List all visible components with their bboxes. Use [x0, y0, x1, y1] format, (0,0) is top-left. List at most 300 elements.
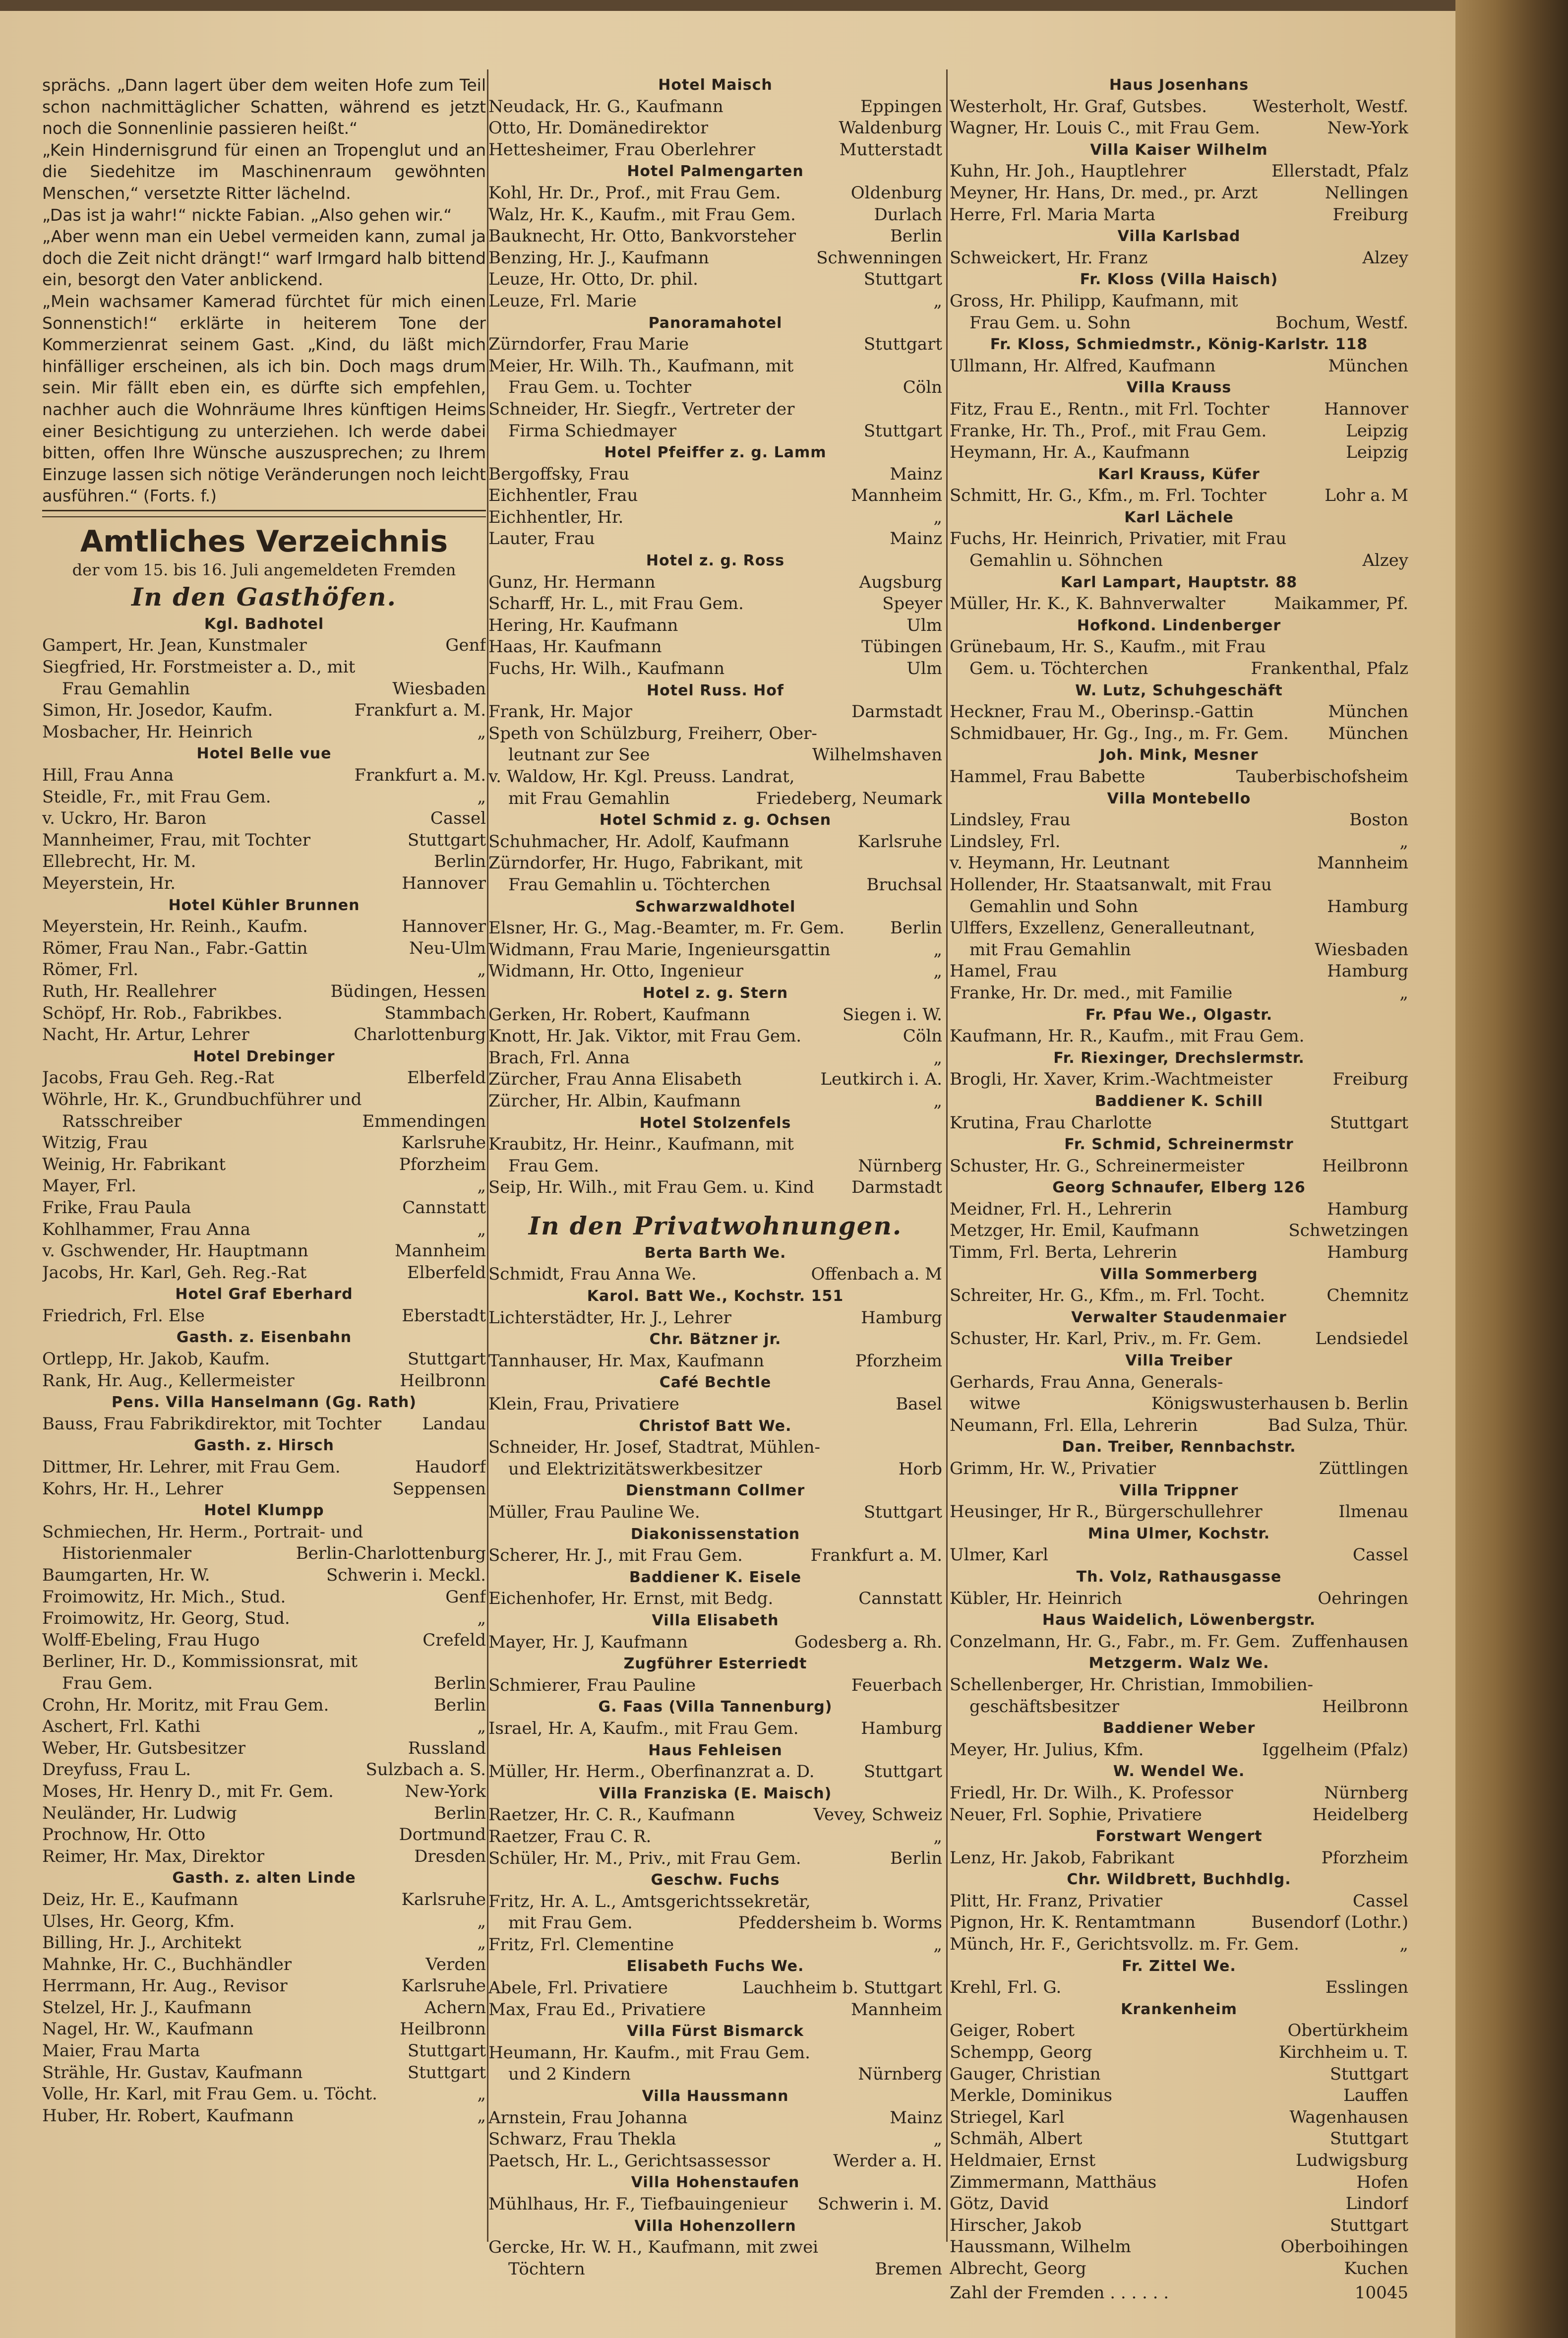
guest-entry — [488, 528, 942, 550]
guest-origin: München — [1328, 356, 1408, 376]
guest-entry — [488, 1394, 942, 1415]
guest-entry — [488, 961, 942, 983]
guest-name: Römer, Frau Nan., Fabr.-Gattin — [42, 938, 308, 958]
guest-origin: Heidelberg — [1312, 1804, 1408, 1825]
guest-origin: Busendorf (Lothr.) — [1251, 1912, 1408, 1933]
guest-origin: Chemnitz — [1327, 1286, 1408, 1306]
guest-name: geschäftsbesitzer — [969, 1696, 1120, 1717]
lodging-heading: Schwarzwaldhotel — [635, 898, 796, 916]
guest-name: Schüler, Hr. M., Priv., mit Frau Gem. — [488, 1848, 801, 1868]
guest-entry — [488, 2064, 942, 2086]
guest-line: Zürndorfer, Hr. Hugo, Fabrikant, mit — [488, 853, 803, 873]
guest-name: Franke, Hr. Dr. med., mit Familie — [950, 983, 1233, 1003]
guest-name: Grünebaum, Hr. S., Kaufm., mit Frau — [950, 637, 1266, 657]
column-3 — [950, 74, 1408, 2304]
column-2 — [488, 74, 942, 2280]
lodging-heading: Krankenheim — [1121, 2000, 1237, 2018]
guest-entry — [488, 788, 942, 810]
guest-name: v. Uckro, Hr. Baron — [42, 808, 207, 829]
lodging-heading: Villa Krauss — [1126, 379, 1232, 397]
guest-entry — [488, 2259, 942, 2280]
guest-entry — [950, 831, 1408, 853]
guest-origin: Hamburg — [861, 1718, 942, 1738]
guest-entry — [42, 1997, 486, 2019]
guest-entry — [488, 658, 942, 680]
guest-entry — [42, 1565, 486, 1587]
guest-entry — [42, 830, 486, 852]
guest-total-value: 10045 — [1354, 2282, 1408, 2303]
guest-origin: Berlin — [433, 1673, 486, 1693]
lodging-heading: Hotel Schmid z. g. Ochsen — [599, 811, 832, 829]
guest-name: Ortlepp, Hr. Jakob, Kaufm. — [42, 1349, 270, 1369]
guest-origin: Dresden — [414, 1846, 486, 1866]
guest-origin: Charlottenburg — [354, 1025, 486, 1045]
guest-origin: Alzey — [1362, 551, 1408, 571]
guest-origin: Cassel — [1352, 1545, 1408, 1565]
guest-entry — [488, 1804, 942, 1826]
guest-entry — [950, 312, 1408, 334]
guest-origin: Pforzheim — [855, 1351, 942, 1371]
lodging-heading: Metzgerm. Walz We. — [1088, 1655, 1269, 1672]
guest-name: Volle, Hr. Karl, mit Frau Gem. u. Töcht. — [42, 2084, 377, 2104]
lodging-heading: Hotel Drebinger — [193, 1047, 335, 1065]
guest-entry — [42, 2105, 486, 2127]
lodging-heading: Villa Haussmann — [642, 2088, 789, 2105]
guest-name: Widmann, Hr. Otto, Ingenieur — [488, 961, 744, 982]
guest-list-col1 — [42, 614, 486, 2127]
guest-entry — [950, 636, 1408, 658]
guest-origin: Karlsruhe — [401, 1976, 486, 1996]
guest-entry — [42, 1262, 486, 1284]
guest-origin: Berlin — [890, 1848, 942, 1868]
guest-entry — [950, 183, 1408, 204]
guest-entry — [950, 983, 1408, 1004]
guest-origin: Hamburg — [1327, 961, 1408, 982]
lodging-heading: Hotel Russ. Hof — [647, 681, 784, 699]
guest-entry — [42, 1846, 486, 1868]
guest-origin: Wilhelmshaven — [812, 745, 942, 765]
guest-name: Brogli, Hr. Xaver, Krim.-Wachtmeister — [950, 1069, 1273, 1090]
guest-entry — [950, 1934, 1408, 1956]
guest-entry — [42, 1024, 486, 1046]
guest-name: Frike, Frau Paula — [42, 1197, 191, 1218]
guest-origin: Schwetzingen — [1288, 1221, 1408, 1241]
column-1 — [42, 74, 486, 2127]
guest-line: Wöhrle, Hr. K., Grundbuchführer und — [42, 1089, 362, 1109]
guest-name: Frau Gem. — [508, 1156, 600, 1176]
guest-origin: Berlin — [433, 852, 486, 872]
guest-origin: Feuerbach — [851, 1675, 942, 1695]
guest-origin: „ — [933, 1047, 942, 1068]
guest-entry — [950, 2172, 1408, 2194]
guest-name: Neuländer, Hr. Ludwig — [42, 1803, 237, 1823]
guest-name: Merkle, Dominikus — [950, 2086, 1112, 2106]
guest-name: Mühlhaus, Hr. F., Tiefbauingenieur — [488, 2194, 788, 2214]
guest-origin: Stuttgart — [407, 2041, 486, 2061]
guest-name: Hirscher, Jakob — [950, 2215, 1082, 2235]
guest-origin: Esslingen — [1325, 1977, 1408, 1998]
guest-origin: Bruchsal — [866, 874, 942, 895]
guest-origin: Freiburg — [1332, 204, 1408, 225]
guest-origin: Landau — [422, 1414, 486, 1434]
guest-entry — [42, 1543, 486, 1565]
lodging-heading: Georg Schnaufer, Elberg 126 — [1052, 1179, 1306, 1197]
guest-entry — [42, 2019, 486, 2040]
guest-entry — [42, 1414, 486, 1435]
guest-origin: Crefeld — [422, 1630, 486, 1650]
guest-name: Timm, Frl. Berta, Lehrerin — [950, 1242, 1177, 1263]
guest-origin: „ — [1399, 1934, 1408, 1955]
guest-origin: „ — [477, 1911, 486, 1931]
guest-name: Kaufmann, Hr. R., Kaufm., mit Frau Gem. — [950, 1026, 1305, 1046]
guest-name: Müller, Frau Pauline We. — [488, 1502, 700, 1522]
guest-entry — [488, 464, 942, 486]
guest-name: Lindsley, Frau — [950, 810, 1071, 830]
guest-line: Gercke, Hr. W. H., Kaufmann, mit zwei — [488, 2237, 819, 2258]
section-hotels-heading: In den Gasthöfen. — [131, 582, 397, 612]
guest-name: und 2 Kindern — [508, 2064, 631, 2085]
guest-entry — [488, 183, 942, 204]
guest-name: Wolff-Ebeling, Frau Hugo — [42, 1630, 260, 1650]
guest-name: Heusinger, Hr R., Bürgerschullehrer — [950, 1502, 1263, 1522]
lodging-heading: Karol. Batt We., Kochstr. 151 — [587, 1288, 844, 1305]
story-paragraph: „Mein wachsamer Kamerad fürchtet für mich einen Sonnenstich!“ erklärte in heiterem Tone der Kommerzienrat seinem Gast. „Kind, du läßt mich hinfälliger erscheinen, als ich bin. Doch mags drum sein. Mir fällt eben ein, es dürfte sich empfehlen, nachher auch die Wohnräume Ihres künftigen Heims einer Besichtigung zu unterziehen. Ich werde dabei bitten, offen Ihre Wünsche auszusprechen; zu Ihrem Einzuge lassen sich nötige Veränderungen noch leicht ausführen.“ (Forts. f.) — [42, 291, 486, 506]
guest-entry — [42, 1240, 486, 1262]
guest-origin: Lauffen — [1343, 2086, 1408, 2106]
guest-origin: Hofen — [1356, 2172, 1408, 2192]
guest-name: Neuer, Frl. Sophie, Privatiere — [950, 1804, 1202, 1825]
guest-entry — [488, 1502, 942, 1524]
lodging-heading: Villa Sommerberg — [1100, 1265, 1258, 1283]
guest-entry — [488, 2151, 942, 2172]
guest-origin: Eppingen — [860, 96, 942, 117]
guest-origin: Cassel — [1352, 1891, 1408, 1911]
guest-name: Tannhauser, Hr. Max, Kaufmann — [488, 1351, 764, 1371]
guest-name: Brach, Frl. Anna — [488, 1047, 630, 1068]
guest-name: Frank, Hr. Major — [488, 702, 633, 722]
guest-name: Frau Gem. u. Sohn — [969, 312, 1131, 333]
guest-name: Fritz, Frl. Clementine — [488, 1934, 674, 1955]
lodging-heading: Villa Trippner — [1119, 1481, 1239, 1499]
guest-entry — [950, 853, 1408, 874]
guest-name: Maier, Frau Marta — [42, 2041, 200, 2061]
guest-entry — [488, 1047, 942, 1069]
lodging-heading: Villa Kaiser Wilhelm — [1090, 141, 1268, 159]
guest-origin: Pfeddersheim b. Worms — [738, 1913, 942, 1933]
guest-entry — [950, 1458, 1408, 1480]
guest-entry — [42, 1175, 486, 1197]
guest-entry — [42, 1824, 486, 1846]
top-edge — [0, 0, 1568, 11]
guest-name: Schmidbauer, Hr. Gg., Ing., m. Fr. Gem. — [950, 723, 1289, 743]
guest-name: Römer, Frl. — [42, 960, 139, 980]
guest-name: Meidner, Frl. H., Lehrerin — [950, 1199, 1172, 1219]
guest-entry — [950, 2215, 1408, 2237]
guest-origin: Wagenhausen — [1289, 2107, 1408, 2127]
guest-name: Metzger, Hr. Emil, Kaufmann — [950, 1221, 1200, 1241]
guest-origin: Büdingen, Hessen — [330, 981, 486, 1001]
lodging-heading: W. Wendel We. — [1113, 1763, 1245, 1781]
guest-entry — [488, 1977, 942, 1999]
guest-origin: Offenbach a. M — [811, 1264, 942, 1285]
guest-entry — [950, 356, 1408, 377]
register-subtitle: der vom 15. bis 16. Juli angemeldeten Fremden — [72, 560, 456, 579]
guest-origin: Friedeberg, Neumark — [756, 788, 942, 808]
guest-name: Schuster, Hr. G., Schreinermeister — [950, 1156, 1245, 1176]
guest-origin: Berlin — [433, 1803, 486, 1823]
guest-name: Froimowitz, Hr. Georg, Stud. — [42, 1608, 290, 1629]
guest-name: Max, Frau Ed., Privatiere — [488, 1999, 706, 2020]
guest-name: Heldmaier, Ernst — [950, 2151, 1096, 2170]
guest-name: Schmäh, Albert — [950, 2129, 1083, 2149]
guest-origin: Nürnberg — [858, 1156, 942, 1176]
guest-entry — [488, 485, 942, 507]
guest-line: Schneider, Hr. Josef, Stadtrat, Mühlen- — [488, 1437, 821, 1458]
guest-name: Töchtern — [508, 2259, 585, 2279]
guest-name: Mosbacher, Hr. Heinrich — [42, 722, 253, 742]
story-paragraph: „Kein Hindernisgrund für einen an Tropenglut und an die Siedehitze im Maschinenraum gewöhnten Menschen,“ versetzte Ritter lächelnd. — [42, 140, 486, 203]
guest-origin: Kirchheim u. T. — [1278, 2042, 1408, 2063]
guest-name: Krehl, Frl. G. — [950, 1977, 1062, 1998]
guest-name: Hering, Hr. Kaufmann — [488, 615, 678, 635]
guest-origin: Karlsruhe — [401, 1133, 486, 1153]
guest-entry — [488, 1761, 942, 1783]
guest-origin: Ellerstadt, Pfalz — [1271, 161, 1408, 182]
guest-entry — [488, 1848, 942, 1870]
guest-entry — [950, 1026, 1408, 1047]
guest-origin: Stuttgart — [407, 2062, 486, 2083]
guest-origin: Hamburg — [1327, 1242, 1408, 1263]
guest-origin: München — [1328, 702, 1408, 722]
guest-name: Pignon, Hr. K. Rentamtmann — [950, 1912, 1196, 1933]
lodging-heading: Chr. Bätzner jr. — [649, 1331, 782, 1349]
guest-name: Hettesheimer, Frau Oberlehrer — [488, 139, 756, 160]
lodging-heading: Café Bechtle — [659, 1374, 772, 1392]
guest-name: v. Heymann, Hr. Leutnant — [950, 853, 1170, 873]
guest-origin: Schwerin i. M. — [817, 2194, 942, 2214]
guest-name: Schempp, Georg — [950, 2042, 1092, 2063]
guest-entry — [42, 1111, 486, 1133]
guest-name: Frau Gemahlin u. Töchterchen — [508, 874, 771, 895]
guest-entry — [950, 2020, 1408, 2042]
guest-name: und Elektrizitätswerkbesitzer — [508, 1459, 762, 1479]
guest-origin: Mainz — [890, 464, 942, 484]
guest-origin: Oehringen — [1318, 1588, 1408, 1608]
guest-entry — [950, 593, 1408, 615]
guest-entry — [42, 1305, 486, 1327]
guest-entry — [950, 1415, 1408, 1437]
guest-name: Gauger, Christian — [950, 2064, 1101, 2084]
guest-name: Knott, Hr. Jak. Viktor, mit Frau Gem. — [488, 1026, 802, 1046]
lodging-heading: Hotel z. g. Stern — [642, 984, 788, 1002]
guest-origin: Mannheim — [850, 486, 942, 506]
guest-entry — [950, 1328, 1408, 1350]
guest-name: Ulses, Hr. Georg, Kfm. — [42, 1911, 235, 1931]
guest-entry — [488, 2194, 942, 2215]
guest-name: Raetzer, Hr. C. R., Kaufmann — [488, 1805, 735, 1825]
guest-origin: „ — [477, 1608, 486, 1629]
lodging-heading: Haus Waidelich, Löwenbergstr. — [1042, 1611, 1316, 1629]
lodging-heading: Gasth. z. alten Linde — [172, 1869, 356, 1887]
guest-origin: Wiesbaden — [1315, 939, 1408, 960]
guest-name: Lindsley, Frl. — [950, 831, 1061, 852]
guest-name: Lauter, Frau — [488, 529, 595, 549]
lodging-heading: Forstwart Wengert — [1095, 1828, 1263, 1846]
guest-entry — [488, 421, 942, 442]
guest-entry — [488, 1718, 942, 1740]
guest-origin: Pforzheim — [1321, 1847, 1408, 1868]
guest-name: Dittmer, Hr. Lehrer, mit Frau Gem. — [42, 1457, 341, 1477]
guest-origin — [1401, 1026, 1408, 1047]
guest-entry — [42, 1478, 486, 1500]
guest-entry — [950, 485, 1408, 507]
guest-entry — [488, 507, 942, 529]
guest-entry — [42, 1197, 486, 1219]
guest-origin: Mannheim — [850, 1999, 942, 2020]
guest-entry — [42, 851, 486, 873]
guest-origin: Stuttgart — [863, 269, 942, 290]
lodging-heading: Hotel Stolzenfels — [639, 1114, 791, 1132]
guest-name: Götz, David — [950, 2194, 1049, 2214]
guest-origin: „ — [477, 1933, 486, 1953]
guest-entry — [950, 2236, 1408, 2258]
guest-name: Krutina, Frau Charlotte — [950, 1112, 1152, 1133]
guest-entry — [950, 442, 1408, 464]
guest-name: Herrmann, Hr. Aug., Revisor — [42, 1976, 288, 1996]
guest-name: Kohrs, Hr. H., Lehrer — [42, 1478, 224, 1499]
guest-name: Ullmann, Hr. Alfred, Kaufmann — [950, 356, 1216, 376]
guest-name: Schuhmacher, Hr. Adolf, Kaufmann — [488, 831, 789, 852]
guest-name: Meyer, Hr. Julius, Kfm. — [950, 1739, 1144, 1760]
guest-name: Bergoffsky, Frau — [488, 464, 630, 484]
guest-name: Kohl, Hr. Dr., Prof., mit Frau Gem. — [488, 183, 781, 203]
guest-entry — [42, 1673, 486, 1695]
guest-origin: Stammbach — [384, 1003, 486, 1023]
guest-origin: Obertürkheim — [1287, 2021, 1408, 2041]
guest-entry — [950, 204, 1408, 226]
guest-entry — [950, 550, 1408, 572]
lodging-heading: Hotel Pfeiffer z. g. Lamm — [604, 444, 827, 462]
guest-origin: Oldenburg — [850, 183, 942, 203]
lodging-heading: Fr. Kloss, Schmiedmstr., König-Karlstr. 118 — [990, 336, 1368, 354]
guest-name: Friedl, Hr. Dr. Wilh., K. Professor — [950, 1783, 1233, 1803]
guest-entry — [488, 1351, 942, 1372]
guest-name: Huber, Hr. Robert, Kaufmann — [42, 2105, 294, 2126]
guest-origin: Bochum, Westf. — [1275, 312, 1408, 333]
lodging-heading: Hotel Klumpp — [204, 1502, 324, 1520]
lodging-heading: Diakonissenstation — [630, 1525, 800, 1543]
guest-entry — [42, 1738, 486, 1760]
lodging-heading: Baddiener K. Eisele — [629, 1568, 802, 1586]
guest-name: Conzelmann, Hr. G., Fabr., m. Fr. Gem. — [950, 1631, 1281, 1652]
lodging-heading: Berta Barth We. — [644, 1244, 786, 1262]
guest-origin: Siegen i. W. — [842, 1004, 942, 1025]
guest-name: Müller, Hr. K., K. Bahnverwalter — [950, 594, 1226, 614]
guest-origin: „ — [933, 507, 942, 527]
guest-entry — [42, 1975, 486, 1997]
lodging-heading: Hotel Kühler Brunnen — [168, 896, 360, 914]
guest-origin: Mainz — [890, 2107, 942, 2128]
guest-entry — [950, 1977, 1408, 1999]
guest-entry — [488, 1912, 942, 1934]
guest-origin: Cöln — [903, 1026, 942, 1046]
guest-list-col3 — [950, 74, 1408, 2280]
guest-origin: Wiesbaden — [392, 678, 486, 699]
guest-name: Steidle, Fr., mit Frau Gem. — [42, 787, 271, 807]
lodging-heading: Dan. Treiber, Rennbachstr. — [1062, 1438, 1296, 1456]
guest-entry — [42, 959, 486, 981]
lodging-heading: Pens. Villa Hanselmann (Gg. Rath) — [112, 1394, 417, 1412]
guest-origin: Stuttgart — [407, 830, 486, 850]
guest-origin: Hamburg — [1327, 896, 1408, 917]
guest-entry — [950, 421, 1408, 442]
guest-total — [950, 2282, 1408, 2304]
guest-name: Striegel, Karl — [950, 2107, 1065, 2127]
guest-origin: Hamburg — [861, 1307, 942, 1328]
guest-entry — [488, 1826, 942, 1848]
guest-origin: Lohr a. M — [1325, 486, 1408, 506]
guest-name: Paetsch, Hr. L., Gerichtsassessor — [488, 2151, 770, 2171]
guest-name: Neumann, Frl. Ella, Lehrerin — [950, 1415, 1198, 1435]
guest-entry — [950, 2064, 1408, 2086]
guest-name: Rank, Hr. Aug., Kellermeister — [42, 1370, 295, 1391]
guest-origin: Cöln — [903, 377, 942, 398]
guest-entry — [42, 1759, 486, 1781]
guest-origin: Werder a. H. — [833, 2151, 942, 2171]
guest-entry — [488, 1459, 942, 1480]
guest-origin: „ — [477, 2084, 486, 2104]
guest-name: witwe — [969, 1394, 1021, 1414]
lodging-heading: Gasth. z. Eisenbahn — [176, 1329, 352, 1347]
guest-line: Gross, Hr. Philipp, Kaufmann, mit — [950, 291, 1238, 311]
guest-entry — [488, 701, 942, 723]
guest-name: Weber, Hr. Gutsbesitzer — [42, 1738, 246, 1758]
lodging-heading: Villa Elisabeth — [652, 1611, 779, 1629]
guest-entry — [950, 1739, 1408, 1761]
guest-name: Frau Gem. u. Tochter — [508, 377, 691, 398]
guest-entry — [950, 1285, 1408, 1307]
guest-name: Aschert, Frl. Kathi — [42, 1717, 201, 1737]
guest-name: Firma Schiedmayer — [508, 421, 677, 441]
guest-origin: Nürnberg — [858, 2064, 942, 2085]
guest-name: Kübler, Hr. Heinrich — [950, 1588, 1122, 1608]
guest-entry — [950, 2193, 1408, 2215]
guest-origin: Bad Sulza, Thür. — [1267, 1415, 1408, 1435]
section-separator — [42, 510, 486, 517]
guest-name: Ellebrecht, Hr. M. — [42, 852, 196, 872]
guest-origin: Berlin-Charlottenburg — [296, 1543, 486, 1564]
lodging-heading: Kgl. Badhotel — [204, 615, 324, 633]
guest-origin: Karlsruhe — [857, 831, 942, 852]
guest-name: Historienmaler — [62, 1543, 192, 1564]
guest-line: Schellenberger, Hr. Christian, Immobilien- — [950, 1674, 1314, 1695]
guest-origin: Cassel — [430, 808, 486, 829]
guest-origin: Stuttgart — [1329, 1112, 1408, 1133]
guest-name: Arnstein, Frau Johanna — [488, 2107, 688, 2128]
guest-origin: Stuttgart — [1329, 2064, 1408, 2084]
guest-total-label: Zahl der Fremden . . . . . . — [950, 2282, 1169, 2303]
guest-entry — [950, 2150, 1408, 2172]
guest-entry — [42, 1716, 486, 1738]
guest-origin: Stuttgart — [863, 1762, 942, 1782]
guest-entry — [488, 918, 942, 939]
guest-origin: Hannover — [1324, 399, 1408, 419]
guest-entry — [42, 1349, 486, 1370]
guest-name: Fuchs, Hr. Wilh., Kaufmann — [488, 659, 725, 679]
guest-entry — [488, 939, 942, 961]
guest-origin: Heilbronn — [1322, 1696, 1408, 1717]
guest-name: Westerholt, Hr. Graf, Gutsbes. — [950, 96, 1207, 117]
